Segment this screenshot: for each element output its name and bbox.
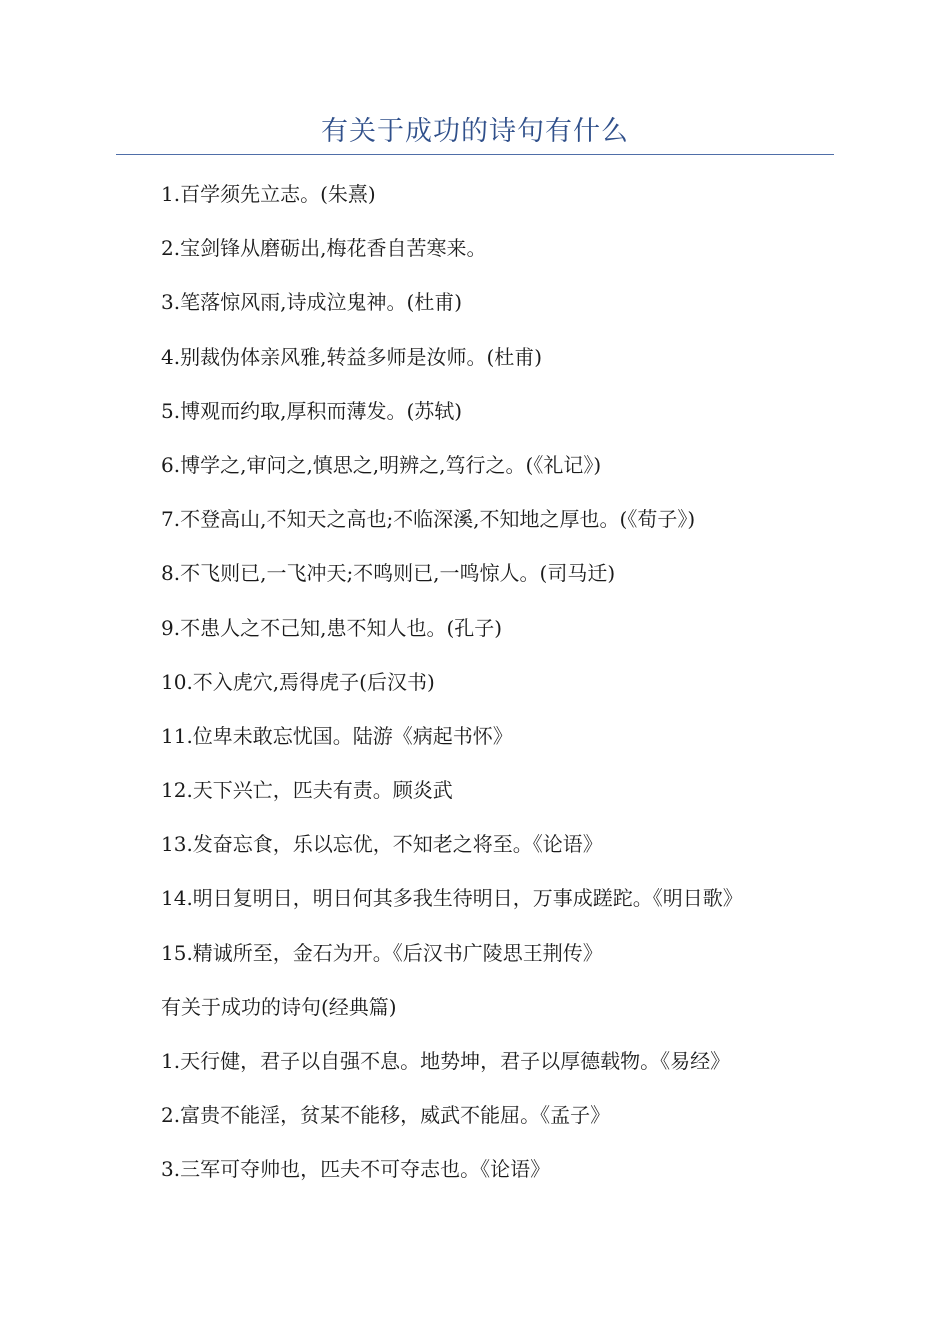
list-item: 3.笔落惊风雨,诗成泣鬼神。(杜甫)	[161, 290, 463, 315]
section-heading: 有关于成功的诗句(经典篇)	[161, 994, 397, 1019]
list-item: 13.发奋忘食，乐以忘优，不知老之将至。《论语》	[161, 832, 603, 857]
list-item: 7.不登高山,不知天之高也;不临深溪,不知地之厚也。(《荀子》)	[161, 507, 696, 532]
list-item: 1.天行健，君子以自强不息。地势坤，君子以厚德载物。《易经》	[161, 1049, 731, 1073]
list-item: 6.博学之,审问之,慎思之,明辨之,笃行之。(《礼记》)	[161, 452, 602, 477]
page-title: 有关于成功的诗句有什么	[321, 116, 629, 147]
list-item: 8.不飞则已,一飞冲天;不鸣则已,一鸣惊人。(司马迁)	[161, 561, 616, 586]
title-underline	[116, 154, 834, 155]
list-item: 9.不患人之不己知,患不知人也。(孔子)	[161, 615, 503, 640]
poem-list	[161, 178, 841, 1208]
list-item: 2.宝剑锋从磨砺出,梅花香自苦寒来。	[161, 236, 487, 261]
list-item: 15.精诚所至，金石为开。《后汉书广陵思王荆传》	[161, 940, 603, 965]
list-item: 5.博观而约取,厚积而薄发。(苏轼)	[161, 398, 463, 423]
list-item: 3.三军可夺帅也，匹夫不可夺志也。《论语》	[161, 1157, 551, 1182]
list-item: 1.百学须先立志。(朱熹)	[161, 182, 376, 206]
list-item: 14.明日复明日，明日何其多我生待明日，万事成蹉跎。《明日歌》	[161, 886, 743, 911]
list-item: 11.位卑未敢忘忧国。陆游《病起书怀》	[161, 723, 513, 748]
list-item: 12.天下兴亡，匹夫有责。顾炎武	[161, 778, 453, 803]
list-item: 10.不入虎穴,焉得虎子(后汉书)	[161, 669, 435, 694]
list-item: 4.别裁伪体亲风雅,转益多师是汝师。(杜甫)	[161, 344, 543, 369]
list-item: 2.富贵不能淫，贫某不能移，威武不能屈。《孟子》	[161, 1103, 611, 1128]
